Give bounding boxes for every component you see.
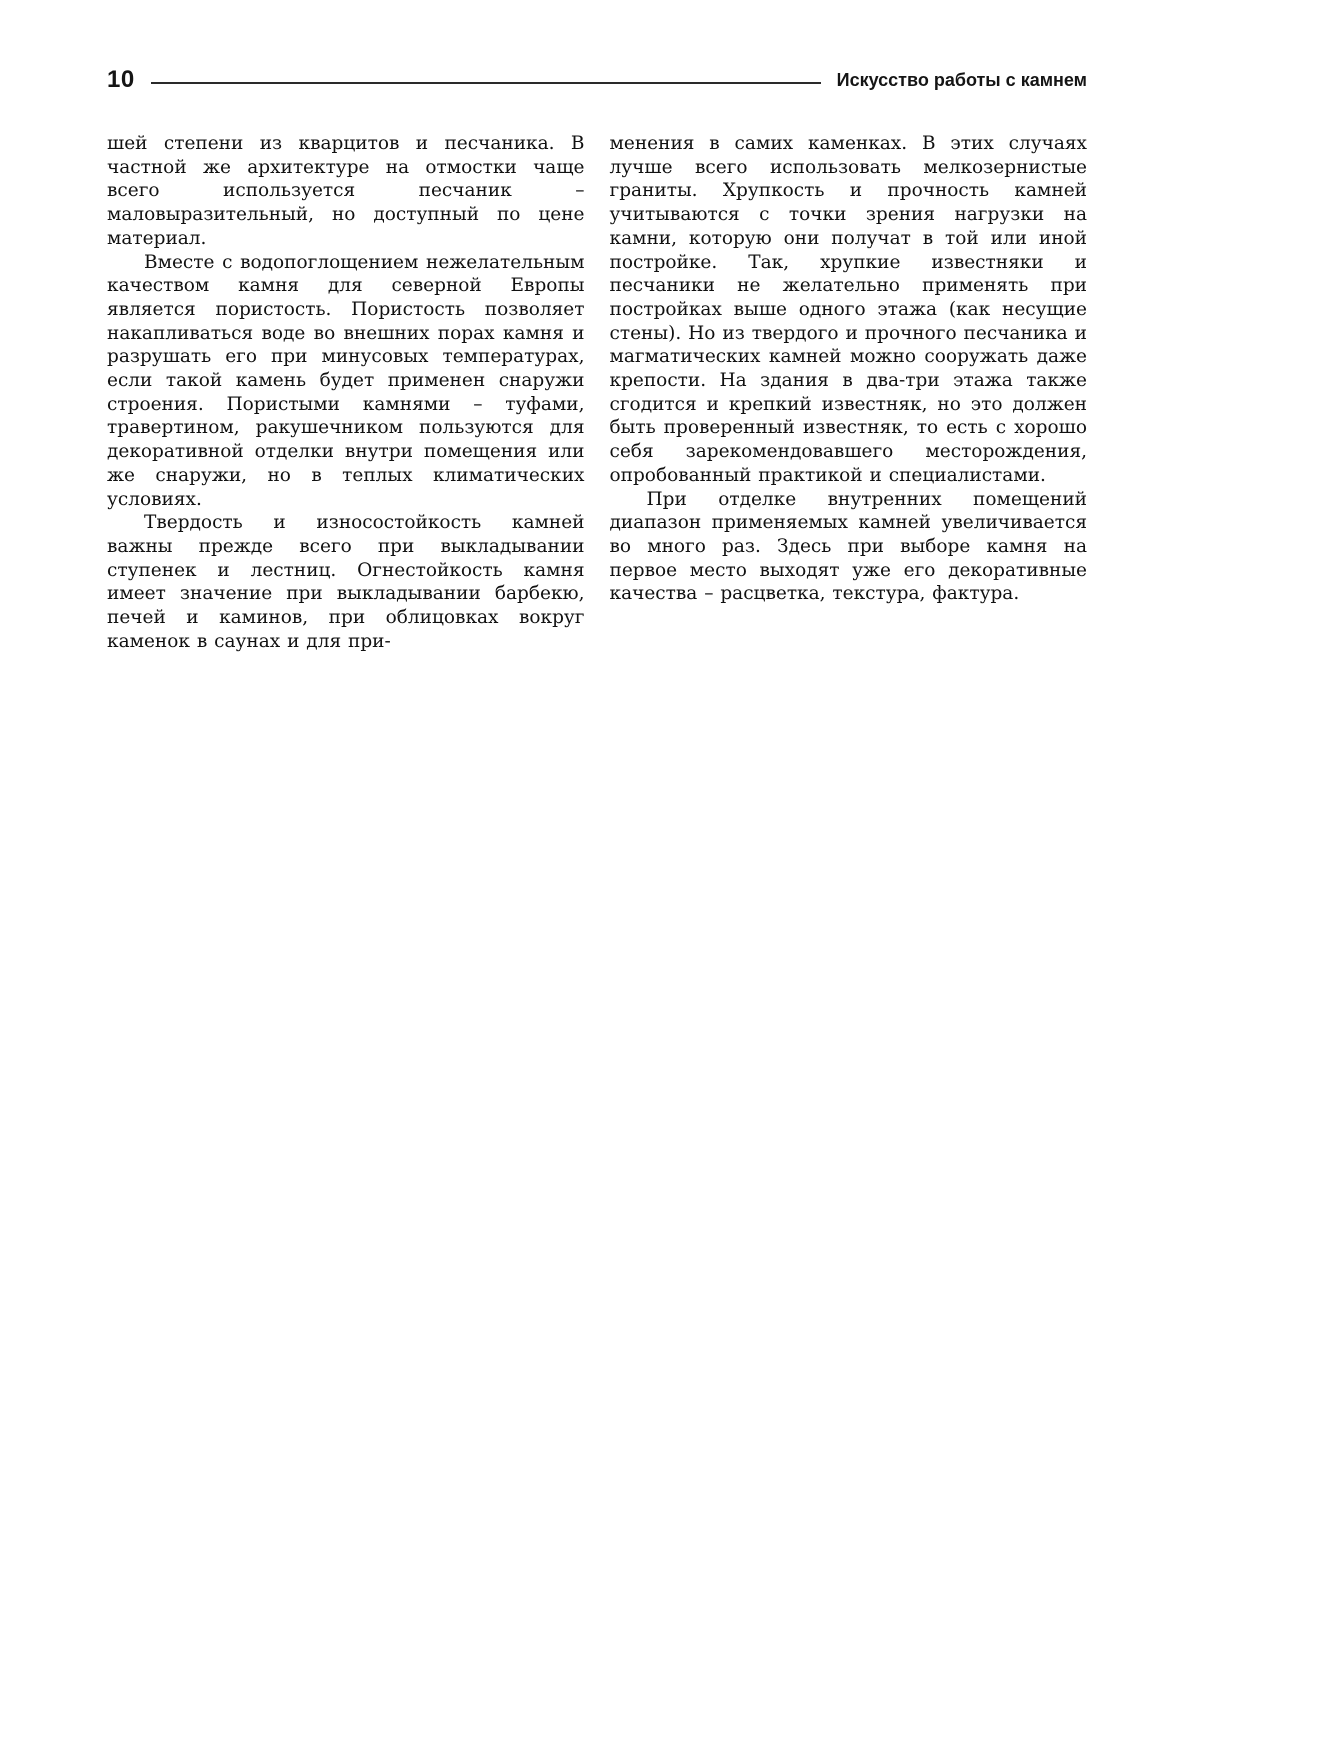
page-header — [107, 68, 1087, 92]
paragraph: Вместе с водопоглощением нежелательным качеством камня для северной Европы является пористость. Пористость позволяет накапливаться воде во внешних порах камня и разрушать его при минусовых температурах, если такой камень будет применен снаружи строения. Пористыми камнями – туфами, травертином, ракушечником пользуются для декоративной отделки внутри помещения или же снаружи, но в теплых климатических условиях. — [107, 251, 585, 510]
paragraph: При отделке внутренних помещений диапазон применяемых камней увеличивается во много раз. Здесь при выборе камня на первое место выходят уже его декоративные качества – расцветка, текстура, фактура. — [609, 488, 1087, 605]
paragraph: шей степени из кварцитов и песчаника. В частной же архитектуре на отмостки чаще всего используется песчаник – маловыразительный, но доступный по цене материал. — [107, 133, 585, 249]
text-columns — [107, 132, 1087, 653]
left-column — [107, 132, 585, 653]
paragraph: менения в самих каменках. В этих случаях лучше всего использовать мелкозернистые граниты. Хрупкость и прочность камней учитываются с точки зрения нагрузки на камни, которую они получат в той или иной постройке. Так, хрупкие известняки и песчаники не желательно применять при постройках выше одного этажа (как несущие стены). Но из твердого и прочного песчаника и магматических камней можно сооружать даже крепости. На здания в два-три этажа также сгодится и крепкий известняк, но это должен быть проверенный известняк, то есть с хорошо себя зарекомендовавшего месторождения, опробованный практикой и специалистами. — [609, 133, 1087, 486]
page-number: 10 — [107, 66, 135, 93]
header-rule — [151, 82, 821, 84]
right-column — [610, 132, 1088, 653]
running-title: Искусство работы с камнем — [836, 70, 1087, 90]
paragraph: Твердость и износостойкость камней важны прежде всего при выкладывании ступенек и лестниц. Огнестойкость камня имеет значение при выкладывании барбекю, печей и каминов, при облицовках вокруг каменок в саунах и для при- — [107, 512, 585, 652]
